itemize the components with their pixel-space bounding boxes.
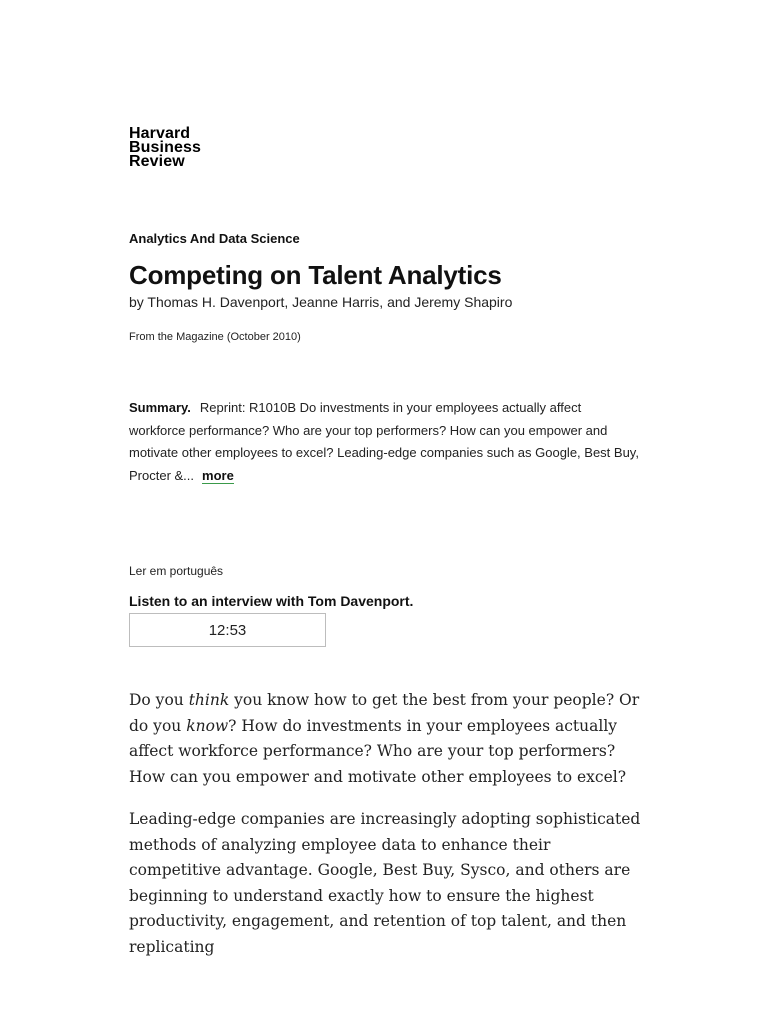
body-paragraph-1 [129, 688, 644, 790]
para1-text-b: you know how to get the best from your people? Or do you [129, 691, 640, 735]
listen-interview-label: Listen to an interview with Tom Davenport. [129, 593, 414, 609]
audio-player[interactable] [129, 613, 326, 647]
article-byline: by Thomas H. Davenport, Jeanne Harris, and Jeremy Shapiro [129, 294, 513, 310]
body-paragraph-2: Leading-edge companies are increasingly adopting sophisticated methods of analyzing employee data to enhance their competitive advantage. Google, Best Buy, Sysco, and others are beginning to understand exactly how to ensure the highest productivity, engagement, and retention of top talent, and then replicating [129, 810, 641, 956]
article-body [129, 688, 644, 977]
summary-more-link[interactable]: more [202, 467, 234, 483]
audio-duration: 12:53 [208, 621, 247, 639]
article-summary [129, 397, 639, 487]
para1-emphasis-think: think [188, 691, 230, 709]
hbr-logo[interactable] [129, 127, 201, 169]
summary-text: Reprint: R1010B Do investments in your employees actually affect workforce performance? Who are your top performers? How can you empower and motivate other employees to excel? Leading-edge companies such as Google, Best Buy, Procter &... [129, 400, 639, 483]
para1-text-a: Do you [129, 691, 189, 709]
magazine-issue: From the Magazine (October 2010) [129, 331, 301, 343]
logo-line-3: Review [129, 153, 185, 170]
article-topic[interactable]: Analytics And Data Science [129, 231, 300, 246]
para1-text-c: ? How do investments in your employees actually affect workforce performance? Who are your top performers? How can you empower and motivate other employees to excel? [129, 716, 627, 786]
article-title: Competing on Talent Analytics [129, 260, 502, 290]
para1-emphasis-know: know [186, 716, 229, 735]
logo-line-1: Harvard [129, 125, 191, 142]
logo-line-2: Business [129, 139, 201, 156]
portuguese-version-link[interactable]: Ler em português [129, 564, 224, 578]
summary-label: Summary. [129, 400, 191, 415]
